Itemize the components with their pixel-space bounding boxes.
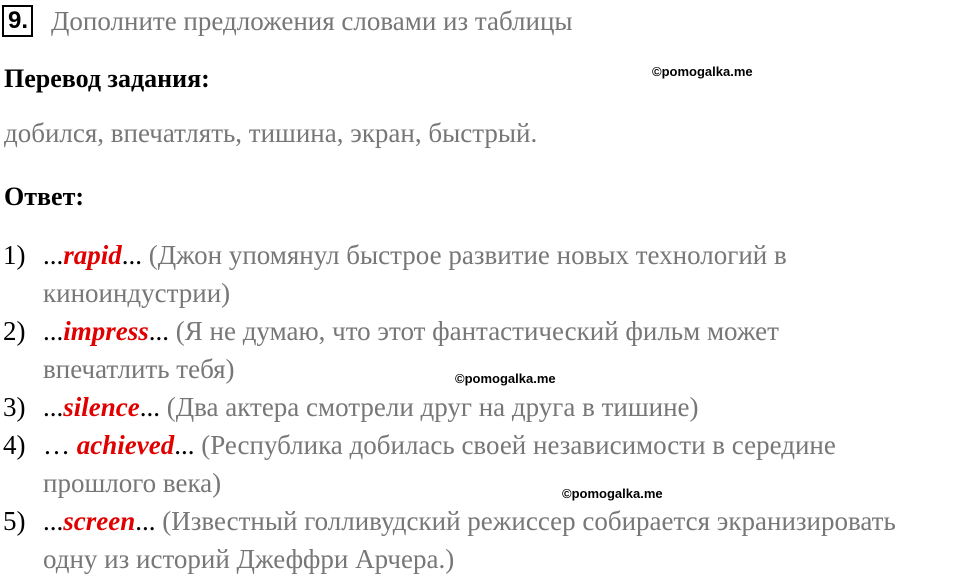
answer-heading: Ответ: (4, 182, 85, 211)
answer-text (43, 502, 960, 578)
answer-prefix: … (43, 430, 77, 460)
answer-text (43, 388, 960, 426)
answer-word: screen (63, 506, 136, 536)
answer-prefix: ... (43, 392, 64, 422)
answer-translation-line2: одну из историй Джеффри Арчера.) (43, 544, 455, 574)
answer-item (0, 236, 960, 312)
answer-number: 4) (3, 430, 26, 460)
watermark: ©pomogalka.me (652, 64, 753, 79)
answer-prefix: ... (43, 506, 64, 536)
answer-translation-line1: (Республика добилась своей независимости в середине (194, 430, 836, 460)
answer-translation-line2: прошлого века) (43, 468, 222, 498)
task-header (2, 3, 573, 39)
answer-item (0, 502, 960, 578)
answer-item (0, 388, 960, 426)
answer-number: 1) (3, 240, 26, 270)
answer-suffix: ... (148, 316, 170, 346)
answer-text (43, 426, 960, 502)
watermark: ©pomogalka.me (562, 486, 663, 501)
answer-prefix: ... (43, 240, 64, 270)
answer-suffix: ... (121, 240, 143, 270)
task-number: 9. (2, 5, 33, 37)
answer-suffix: ... (139, 392, 160, 422)
answer-translation-line1: (Джон упомянул быстрое развитие новых технологий в (142, 240, 787, 270)
answer-number: 5) (3, 506, 26, 536)
answer-translation-line1: (Я не думаю, что этот фантастический фильм может (169, 316, 779, 346)
answer-translation-line1: (Два актера смотрели друг на друга в тишине) (159, 392, 699, 422)
answer-word: silence (63, 392, 140, 422)
translation-text: добился, впечатлять, тишина, экран, быстрый. (4, 118, 538, 148)
answer-word: rapid (63, 240, 122, 270)
answer-suffix: ... (135, 506, 156, 536)
answer-number: 2) (3, 316, 26, 346)
task-instruction: Дополните предложения словами из таблицы (51, 5, 573, 36)
answer-translation-line2: киноиндустрии) (43, 278, 231, 308)
answer-translation-line2: впечатлить тебя) (43, 354, 235, 384)
translation-heading: Перевод задания: (4, 64, 210, 93)
answer-word: achieved (76, 430, 175, 460)
answer-item (0, 426, 960, 502)
watermark: ©pomogalka.me (455, 371, 556, 386)
answer-prefix: ... (43, 316, 64, 346)
answer-translation-line1: (Известный голливудский режиссер собирается экранизировать (155, 506, 896, 536)
answer-word: impress (63, 316, 149, 346)
answer-list (0, 236, 960, 578)
answer-text (43, 236, 960, 312)
answer-suffix: ... (174, 430, 195, 460)
answer-number: 3) (3, 392, 26, 422)
